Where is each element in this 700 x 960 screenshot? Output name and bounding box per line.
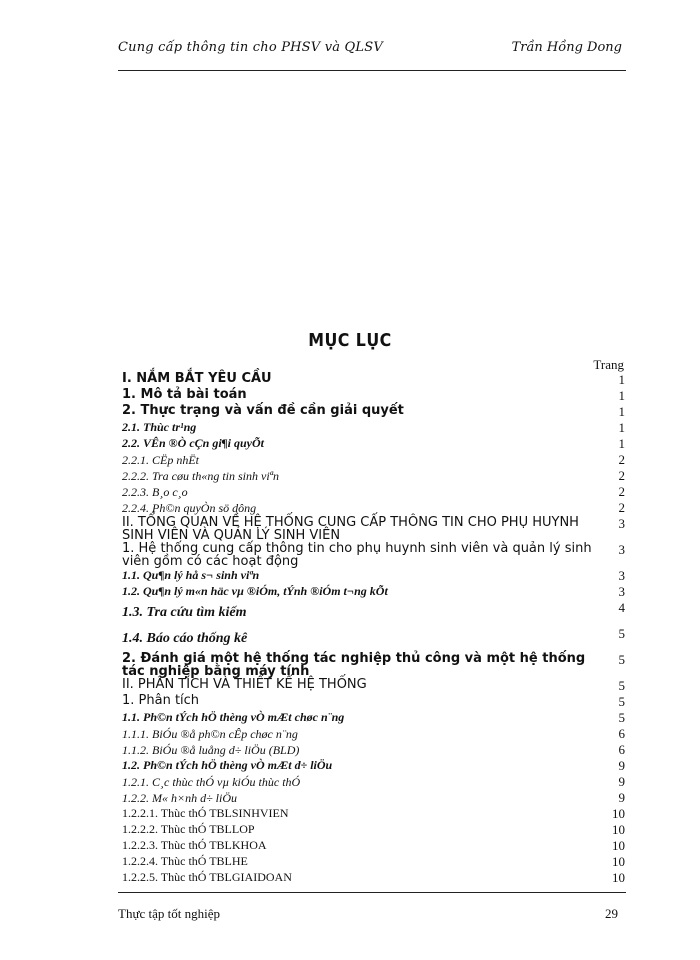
toc-entry-page: 10 xyxy=(612,854,625,869)
toc-entry xyxy=(122,838,625,854)
toc-entry-text: 1.2.2.5. Thùc thÓ TBLGIAIDOAN xyxy=(122,870,292,884)
toc-entry-page: 4 xyxy=(618,600,625,615)
toc-entry-page: 6 xyxy=(618,742,625,757)
toc-entry xyxy=(122,600,625,626)
toc-entry-page: 10 xyxy=(612,870,625,885)
toc-entry-page: 1 xyxy=(618,436,625,451)
toc-entry-text: 1.1.2. BiÓu ®å luång d÷ liÖu (BLD) xyxy=(122,743,300,757)
toc-entry xyxy=(122,806,625,822)
toc-entry xyxy=(122,774,625,790)
toc-entry xyxy=(122,652,625,678)
toc-entry-page: 1 xyxy=(618,372,625,387)
toc-entry-text: 1.2. Qu¶n lý m«n häc vµ ®iÓm, tÝnh ®iÓm t¬ng kÕt xyxy=(122,584,388,598)
toc-entry-page: 1 xyxy=(618,404,625,419)
toc-entry-text: 2.1. Thùc tr¹ng xyxy=(122,420,197,434)
toc-entry-page: 2 xyxy=(618,452,625,467)
toc-entry-text: 2. Đánh giá một hệ thống tác nghiệp thủ công và một hệ thống tác nghiệp bằng máy tính xyxy=(122,651,586,679)
toc-entry-page: 3 xyxy=(618,542,625,557)
toc-entry xyxy=(122,678,625,694)
toc-entry-text: II. PHÂN TÍCH VÀ THIẾT KẾ HỆ THỐNG xyxy=(122,677,367,692)
header-author: Trần Hồng Dong xyxy=(511,40,622,55)
toc-entry xyxy=(122,516,625,542)
toc-entry xyxy=(122,420,625,436)
toc-entry-text: 2.2.3. B¸o c¸o xyxy=(122,485,188,499)
toc-entry-page: 5 xyxy=(618,626,625,641)
toc-entry-text: 1.4. Báo cáo thống kê xyxy=(122,631,248,646)
footer-rule xyxy=(118,892,626,893)
toc-entry-page: 3 xyxy=(618,516,625,531)
toc-entry xyxy=(122,694,625,710)
toc-entry-page: 2 xyxy=(618,484,625,499)
toc-entry xyxy=(122,822,625,838)
toc-entry-text: 1.2.2.2. Thùc thÓ TBLLOP xyxy=(122,822,255,836)
toc-entry-page: 1 xyxy=(618,388,625,403)
toc-entry-text: 1.2.2.3. Thùc thÓ TBLKHOA xyxy=(122,838,267,852)
toc-entry-text: 1. Mô tả bài toán xyxy=(122,387,247,402)
toc-entry-text: 1. Hệ thống cung cấp thông tin cho phụ huynh sinh viên và quản lý sinh viên gồm có các hoạt động xyxy=(122,541,592,569)
toc-entry-text: 1.3. Tra cứu tìm kiếm xyxy=(122,605,247,620)
toc-entry-text: 2.2.4. Ph©n quyÒn sö dông xyxy=(122,501,257,515)
toc-entry-text: 1.2.2.1. Thùc thÓ TBLSINHVIEN xyxy=(122,806,289,820)
toc-entry-page: 9 xyxy=(618,758,625,773)
toc-entry xyxy=(122,568,625,584)
toc-entry-text: I. NẮM BẮT YÊU CẦU xyxy=(122,371,272,386)
toc-entry-text: 1.2.2.4. Thùc thÓ TBLHE xyxy=(122,854,248,868)
toc-entry xyxy=(122,542,625,568)
table-of-contents xyxy=(122,372,625,886)
toc-entry xyxy=(122,870,625,886)
toc-entry-page: 10 xyxy=(612,806,625,821)
toc-entry xyxy=(122,404,625,420)
toc-entry-page: 1 xyxy=(618,420,625,435)
toc-entry xyxy=(122,484,625,500)
toc-entry xyxy=(122,436,625,452)
toc-entry xyxy=(122,726,625,742)
page-column-label: Trang xyxy=(593,357,624,372)
toc-entry-text: 1.2.2. M« h×nh d÷ liÖu xyxy=(122,791,238,805)
toc-entry-page: 10 xyxy=(612,822,625,837)
toc-entry-text: 1.2.1. C¸c thùc thÓ vµ kiÓu thùc thÓ xyxy=(122,775,301,789)
toc-entry-page: 9 xyxy=(618,774,625,789)
toc-entry xyxy=(122,626,625,652)
toc-entry-text: 2. Thực trạng và vấn đề cần giải quyết xyxy=(122,403,404,418)
toc-entry-page: 5 xyxy=(618,678,625,693)
toc-entry-page: 2 xyxy=(618,500,625,515)
toc-entry xyxy=(122,584,625,600)
toc-entry xyxy=(122,742,625,758)
toc-title: MỤC LỤC xyxy=(308,330,392,351)
toc-entry xyxy=(122,758,625,774)
footer-page-number: 29 xyxy=(605,906,618,921)
toc-entry-page: 9 xyxy=(618,790,625,805)
toc-entry-page: 5 xyxy=(618,694,625,709)
toc-entry-text: 1.1.1. BiÓu ®å ph©n cÊp chøc n¨ng xyxy=(122,727,298,741)
toc-entry-text: 2.2.1. CËp nhËt xyxy=(122,453,199,467)
toc-entry-text: 1.2. Ph©n tÝch hÖ thèng vÒ mÆt d÷ liÖu xyxy=(122,758,333,772)
footer-label: Thực tập tốt nghiệp xyxy=(118,906,220,921)
toc-entry xyxy=(122,854,625,870)
toc-entry-text: 1.1. Qu¶n lý hå s¬ sinh viªn xyxy=(122,568,260,582)
toc-entry-page: 5 xyxy=(618,710,625,725)
toc-entry-page: 2 xyxy=(618,468,625,483)
header-rule xyxy=(118,70,626,71)
toc-entry-text: 1.1. Ph©n tÝch hÖ thèng vÒ mÆt chøc n¨ng xyxy=(122,710,345,724)
toc-entry xyxy=(122,468,625,484)
toc-entry xyxy=(122,710,625,726)
toc-entry xyxy=(122,452,625,468)
header-title: Cung cấp thông tin cho PHSV và QLSV xyxy=(118,40,383,55)
toc-entry xyxy=(122,500,625,516)
toc-entry-text: 2.2. VÊn ®Ò cÇn gi¶i quyÕt xyxy=(122,436,264,450)
toc-entry-text: II. TỔNG QUAN VỀ HỆ THỐNG CUNG CẤP THÔNG TIN CHO PHỤ HUYNH SINH VIÊN VÀ QUẢN LÝ SINH VIÊN xyxy=(122,515,579,543)
toc-entry-page: 6 xyxy=(618,726,625,741)
toc-entry-page: 10 xyxy=(612,838,625,853)
toc-entry xyxy=(122,388,625,404)
toc-entry xyxy=(122,372,625,388)
toc-entry-text: 2.2.2. Tra cøu th«ng tin sinh viªn xyxy=(122,469,279,483)
toc-entry xyxy=(122,790,625,806)
toc-entry-page: 3 xyxy=(618,568,625,583)
toc-entry-text: 1. Phân tích xyxy=(122,693,200,708)
toc-entry-page: 5 xyxy=(618,652,625,667)
toc-entry-page: 3 xyxy=(618,584,625,599)
